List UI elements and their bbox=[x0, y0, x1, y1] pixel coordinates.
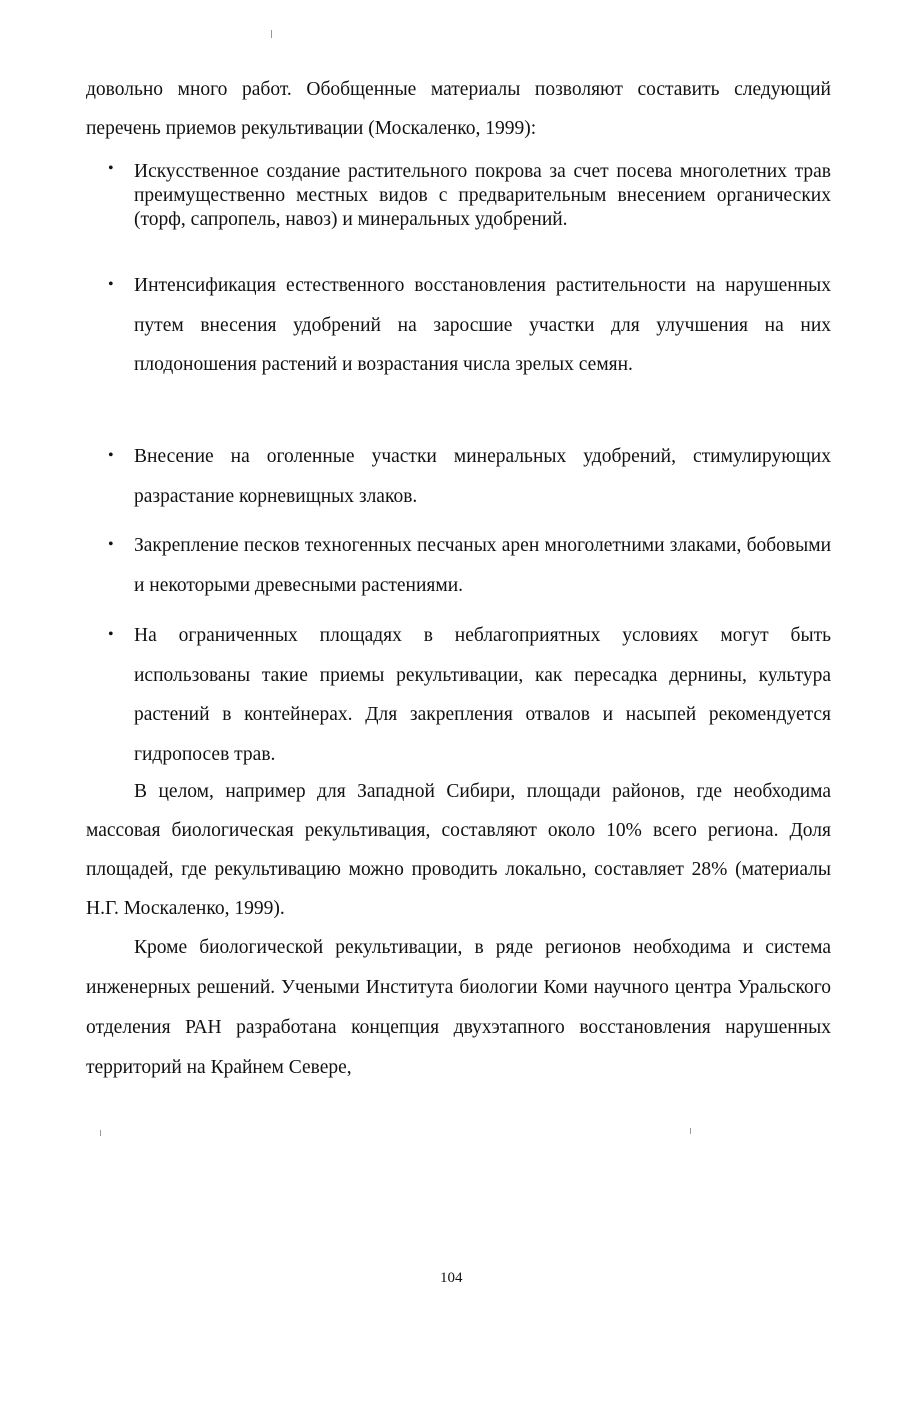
scan-speck bbox=[100, 1130, 101, 1136]
page-number: 104 bbox=[440, 1270, 463, 1286]
bullet-icon: • bbox=[108, 447, 114, 464]
bullet-icon: • bbox=[108, 276, 114, 293]
paragraph-engineering: Кроме биологической рекультивации, в ряде регионов необходима и система инженерных решений. Учеными Института биологии Коми научного центра Уральского отделения РАН разработана концепция двухэтапного восстановления нарушенных территорий на Крайнем Севере, bbox=[86, 937, 831, 1078]
bullet-icon: • bbox=[108, 626, 114, 643]
list-item bbox=[86, 437, 831, 516]
list-item-text: Закрепление песков техногенных песчаных арен многолетними злаками, бобовыми и некоторыми древесными растениями. bbox=[134, 535, 831, 596]
list-item bbox=[86, 160, 831, 232]
scan-speck bbox=[271, 30, 272, 38]
list-item-text: Интенсификация естественного восстановления растительности на нарушенных путем внесения удобрений на заросшие участки для улучшения на них плодоношения растений и возрастания числа зрелых семян. bbox=[134, 275, 831, 375]
list-item-text: На ограниченных площадях в неблагоприятных условиях могут быть использованы такие приемы рекультивации, как пересадка дернины, культура растений в контейнерах. Для закрепления отвалов и насыпей рекомендуется гидропосев трав. bbox=[134, 625, 831, 765]
bullet-icon: • bbox=[108, 160, 114, 177]
scan-speck bbox=[690, 1128, 691, 1134]
list-item bbox=[86, 616, 831, 774]
list-item-text: Внесение на оголенные участки минеральных удобрений, стимулирующих разрастание корневищных злаков. bbox=[134, 446, 831, 507]
bullet-icon: • bbox=[108, 536, 114, 553]
list-item bbox=[86, 526, 831, 605]
paragraph-west-siberia: В целом, например для Западной Сибири, площади районов, где необходима массовая биологическая рекультивация, составляют около 10% всего региона. Доля площадей, где рекультивацию можно проводить локально, составляет 28% (материалы Н.Г. Москаленко, 1999). bbox=[86, 781, 831, 919]
list-item-text: Искусственное создание растительного покрова за счет посева многолетних трав преимущественно местных видов с предварительным внесением органических (торф, сапропель, навоз) и минеральных удобрений. bbox=[134, 161, 831, 230]
intro-paragraph: довольно много работ. Обобщенные материалы позволяют составить следующий перечень приемов рекультивации (Москаленко, 1999): bbox=[86, 79, 831, 139]
list-item bbox=[86, 266, 831, 385]
